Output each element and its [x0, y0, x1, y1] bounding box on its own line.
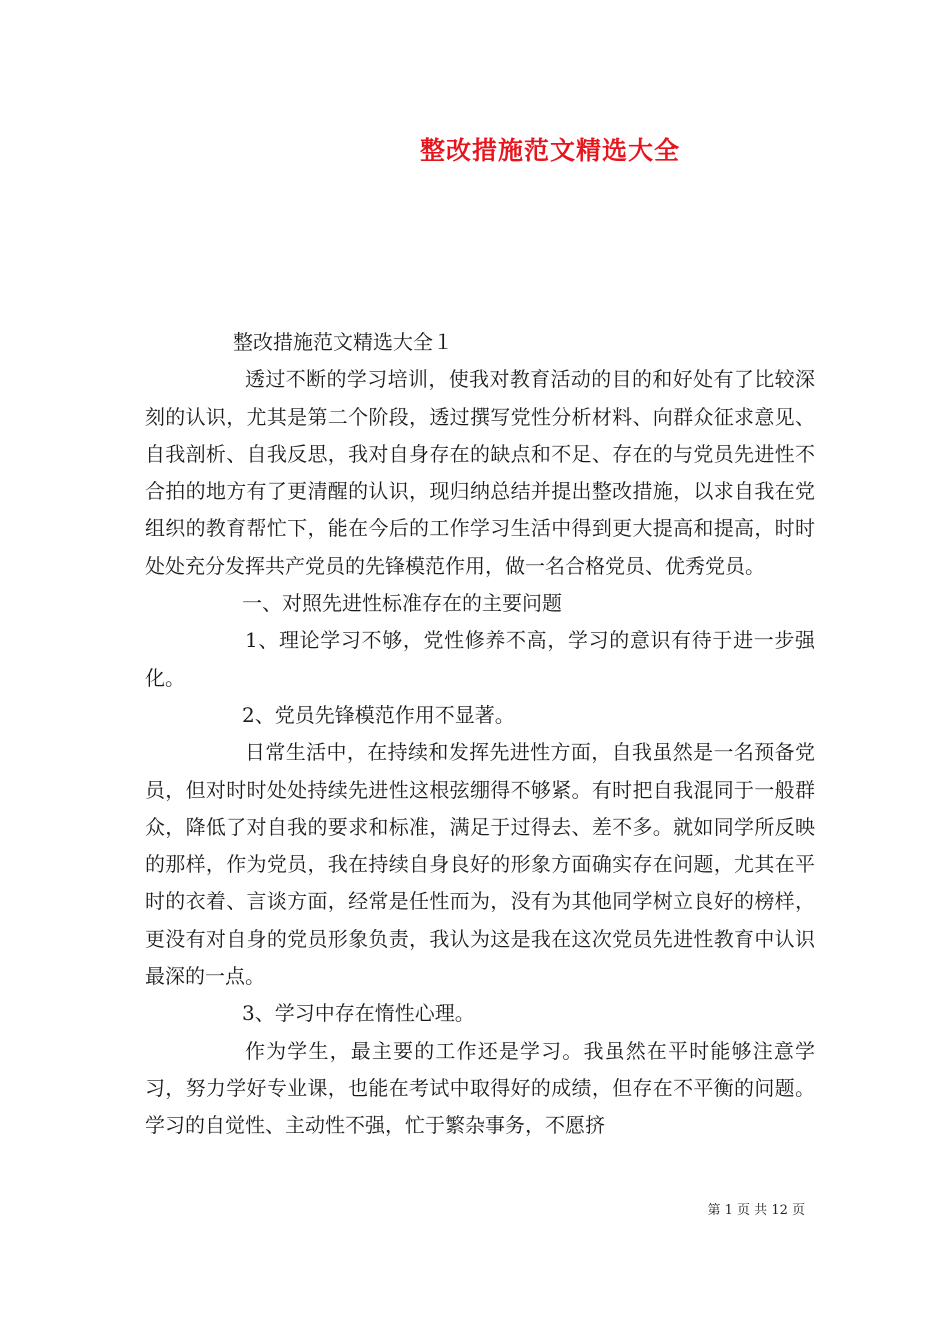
problem-item-2: 2、党员先锋模范作用不显著。	[242, 702, 515, 727]
paragraph-daily-life: 日常生活中，在持续和发挥先进性方面，自我虽然是一名预备党员，但对时时处处持续先进性这根弦绷得不够紧。有时把自我混同于一般群众，降低了对自我的要求和标准，满足于过得去、差不多。就如同学所反映的那样，作为党员，我在持续自身良好的形象方面确实存在问题，尤其在平时的衣着、言谈方面，经常是任性而为，没有为其他同学树立良好的榜样，更没有对自身的党员形象负责，我认为这是我在这次党员先进性教育中认识最深的一点。	[145, 740, 815, 989]
document-body	[145, 324, 815, 1145]
section-heading: 一、对照先进性标准存在的主要问题	[242, 591, 562, 616]
document-title: 整改措施范文精选大全	[419, 136, 680, 165]
problem-item-1: 1、理论学习不够，党性修养不高，学习的意识有待于进一步强化。	[145, 628, 815, 690]
document-subtitle: 整改措施范文精选大全１	[233, 330, 453, 354]
page-number: 第 1 页 共 12 页	[707, 1203, 805, 1218]
problem-item-3: 3、学习中存在惰性心理。	[242, 1001, 475, 1026]
paragraph-study: 作为学生，最主要的工作还是学习。我虽然在平时能够注意学习，努力学好专业课，也能在考试中取得好的成绩，但存在不平衡的问题。学习的自觉性、主动性不强，忙于繁杂事务，不愿挤	[145, 1038, 815, 1138]
paragraph-intro: 透过不断的学习培训，使我对教育活动的目的和好处有了比较深刻的认识，尤其是第二个阶段，透过撰写党性分析材料、向群众征求意见、自我剖析、自我反思，我对自身存在的缺点和不足、存在的与党员先进性不合拍的地方有了更清醒的认识，现归纳总结并提出整改措施，以求自我在党组织的教育帮忙下，能在今后的工作学习生活中得到更大提高和提高，时时处处充分发挥共产党员的先锋模范作用，做一名合格党员、优秀党员。	[145, 367, 815, 578]
